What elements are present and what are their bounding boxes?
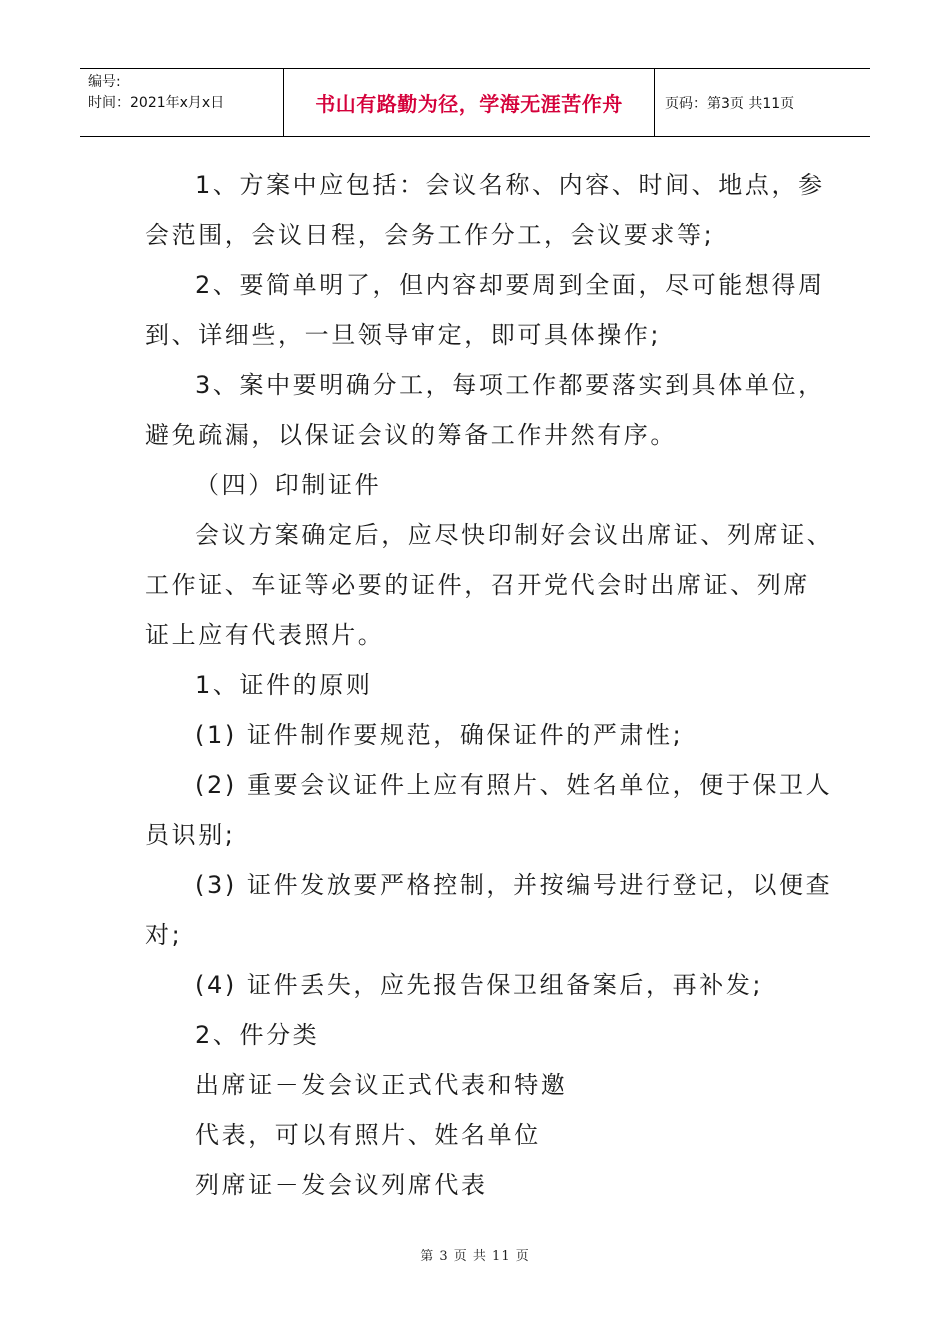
body-line: (2) 重要会议证件上应有照片、姓名单位，便于保卫人 xyxy=(195,771,833,799)
time-label: 时间：2021年x月x日 xyxy=(88,95,225,111)
body-line: (3) 证件发放要严格控制，并按编号进行登记，以便查 xyxy=(195,871,833,899)
body-line: 工作证、车证等必要的证件，召开党代会时出席证、列席 xyxy=(145,571,810,599)
header-motto xyxy=(283,69,655,136)
body-line: 代表，可以有照片、姓名单位 xyxy=(195,1121,541,1149)
subsection-heading: 1、证件的原则 xyxy=(195,671,373,699)
header-page-info xyxy=(655,69,870,136)
motto-text: 书山有路勤为径，学海无涯苦作舟 xyxy=(315,92,623,116)
body-line: (1) 证件制作要规范，确保证件的严肃性; xyxy=(195,721,684,749)
body-line: 会范围，会议日程，会务工作分工，会议要求等; xyxy=(145,221,715,249)
section-heading: （四）印制证件 xyxy=(195,471,382,499)
page-footer xyxy=(0,1245,950,1264)
subsection-heading: 2、件分类 xyxy=(195,1021,320,1049)
body-line: 1、方案中应包括：会议名称、内容、时间、地点，参 xyxy=(195,171,825,199)
body-line: 2、要简单明了，但内容却要周到全面，尽可能想得周 xyxy=(195,271,825,299)
page-info-text: 页码：第3页 共11页 xyxy=(665,95,795,112)
body-line: 证上应有代表照片。 xyxy=(145,621,385,649)
document-header xyxy=(80,68,870,137)
number-label: 编号: xyxy=(88,74,121,90)
body-line: 到、详细些，一旦领导审定，即可具体操作; xyxy=(145,321,662,349)
body-line: (4) 证件丢失，应先报告保卫组备案后，再补发; xyxy=(195,971,764,999)
body-line: 对; xyxy=(145,921,183,949)
footer-page-number: 第 3 页 共 11 页 xyxy=(420,1249,530,1264)
body-line: 会议方案确定后，应尽快印制好会议出席证、列席证、 xyxy=(195,521,834,549)
body-line: 员识别; xyxy=(145,821,236,849)
header-meta xyxy=(80,69,283,136)
body-line: 出席证－发会议正式代表和特邀 xyxy=(195,1071,568,1099)
body-line: 列席证－发会议列席代表 xyxy=(195,1171,488,1199)
body-line: 3、案中要明确分工，每项工作都要落实到具体单位， xyxy=(195,371,825,399)
body-line: 避免疏漏，以保证会议的筹备工作井然有序。 xyxy=(145,421,677,449)
